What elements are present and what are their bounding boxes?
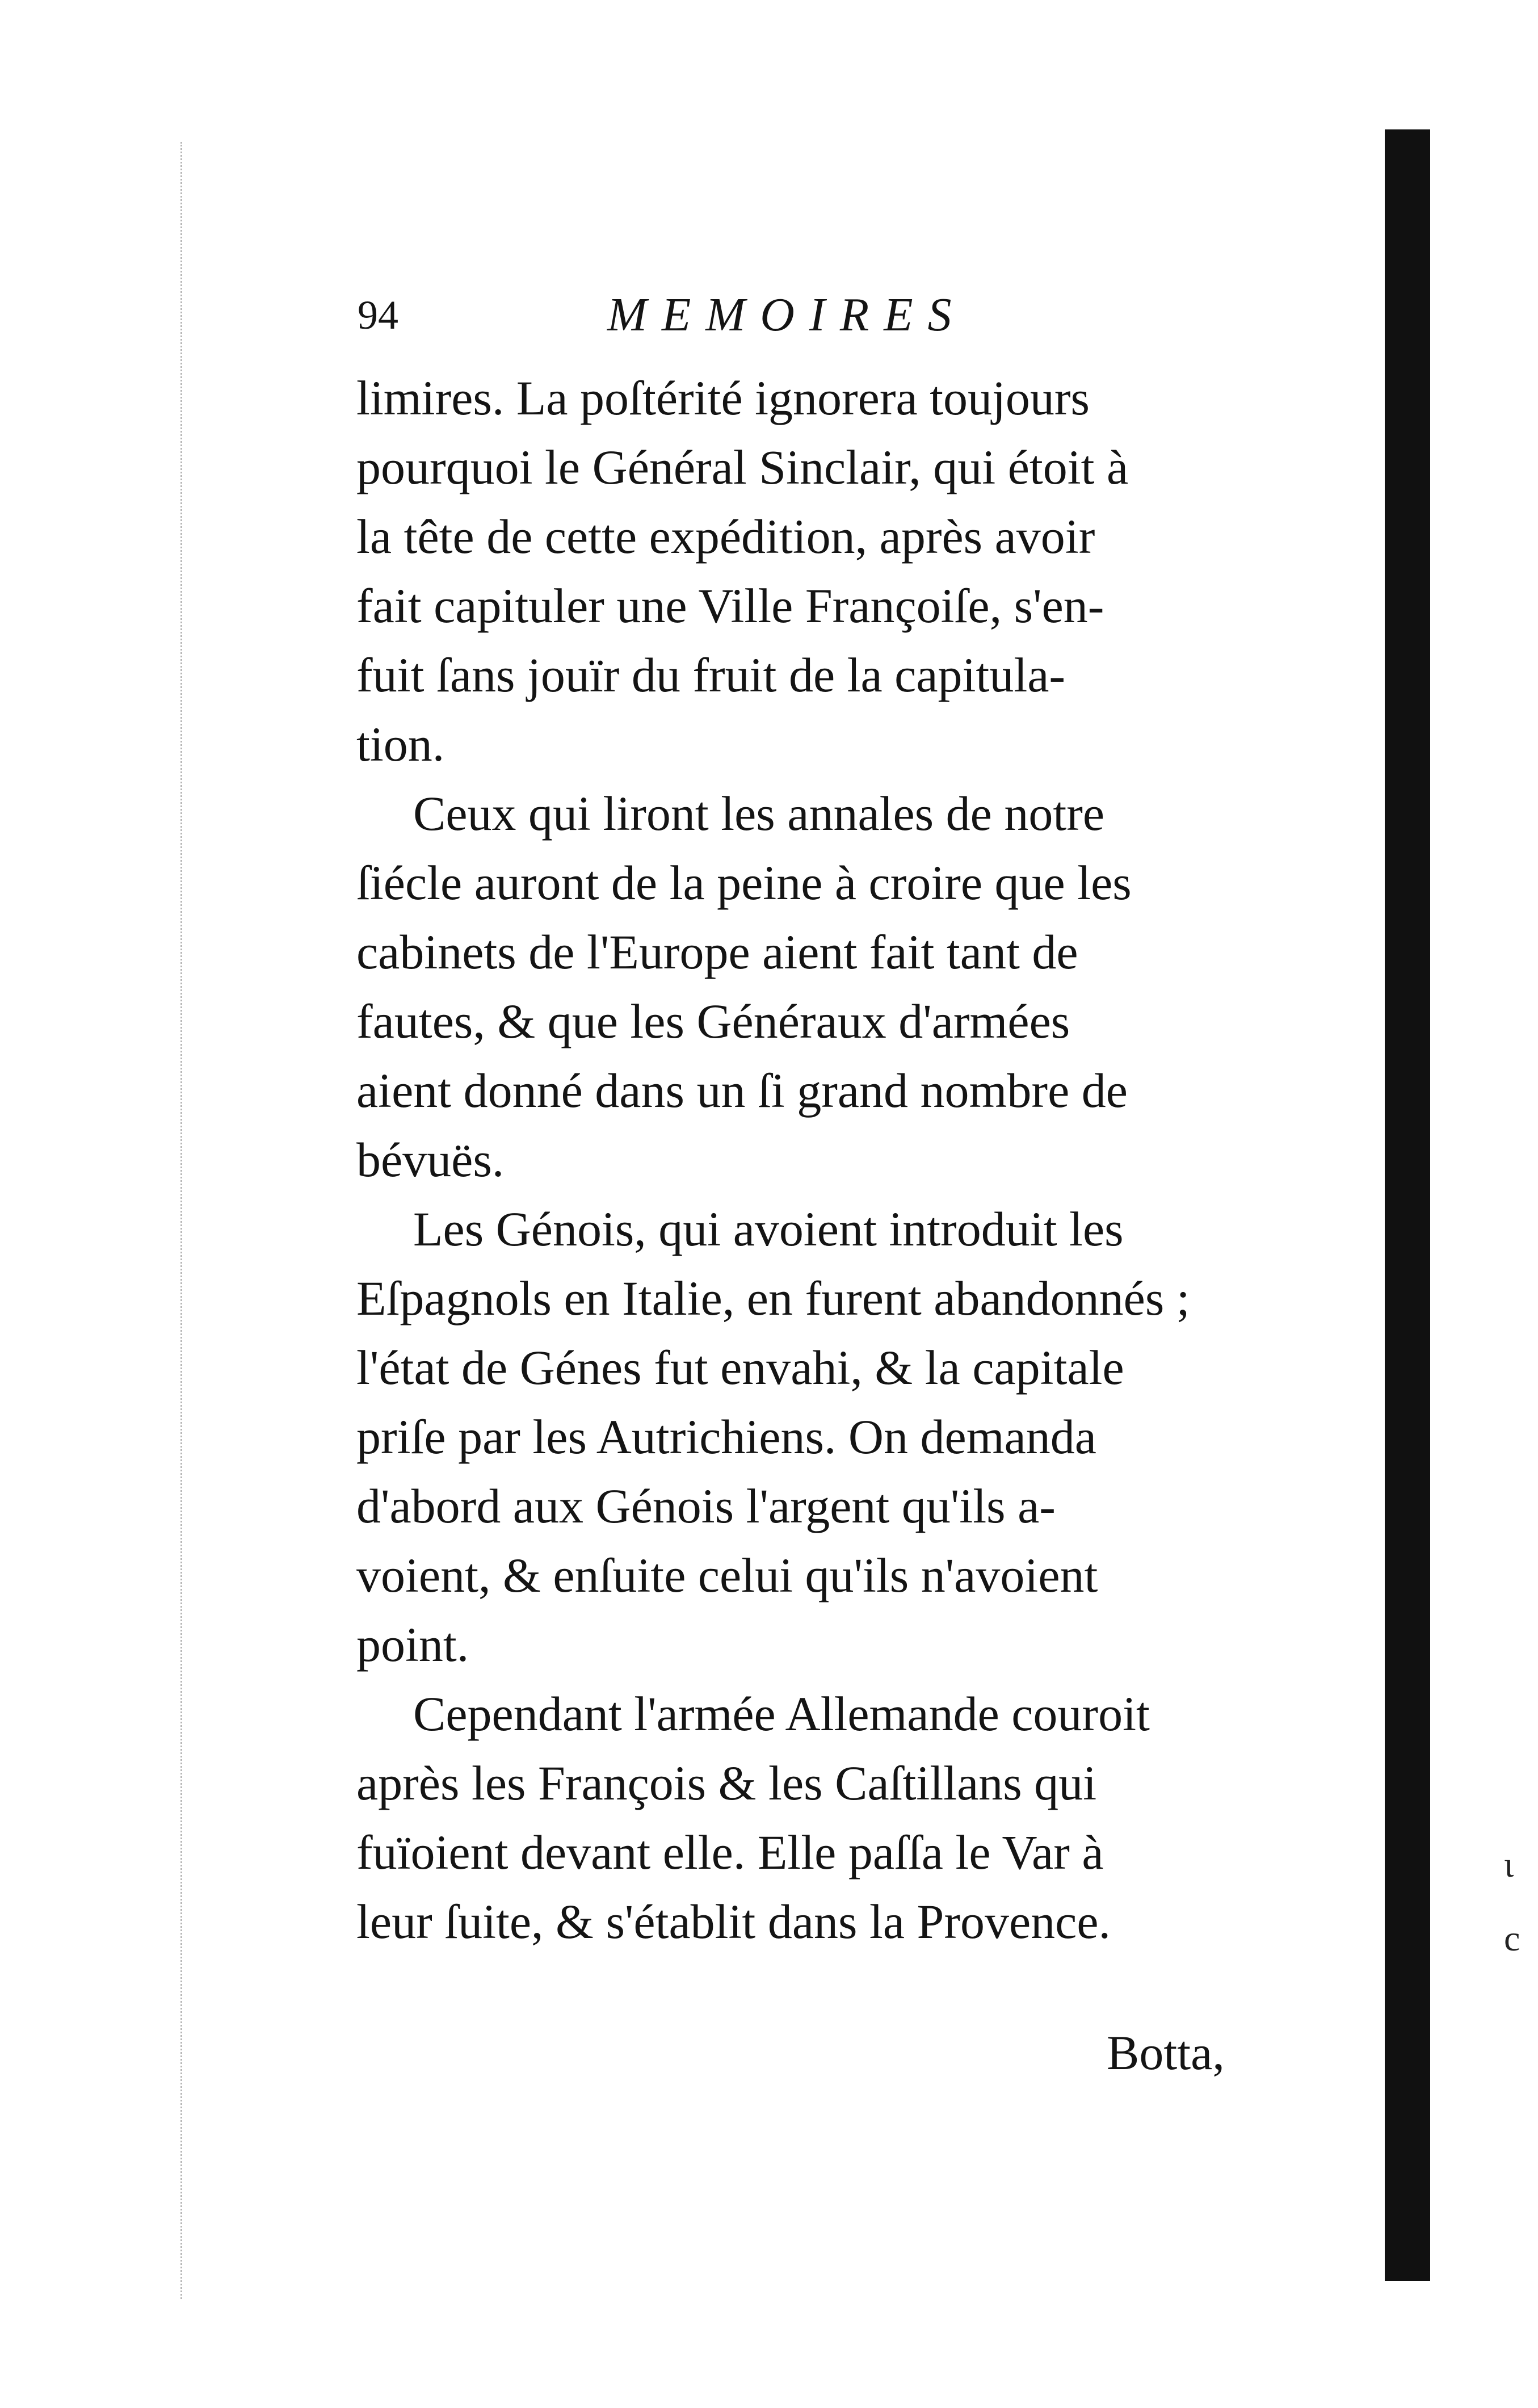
- text-line: point.: [356, 1617, 469, 1672]
- text-line: fait capituler une Ville Françoiſe, s'en-: [356, 578, 1104, 633]
- text-line: fuit ſans jouïr du fruit de la capitula-: [356, 648, 1066, 702]
- text-line: tion.: [356, 717, 445, 771]
- text-line: fuïoient devant elle. Elle paſſa le Var à: [356, 1825, 1104, 1880]
- paragraph-4: [356, 1679, 1253, 1956]
- paragraph-3: [356, 1194, 1253, 1679]
- text-line: voient, & enſuite celui qu'ils n'avoient: [356, 1548, 1098, 1602]
- page-header: [358, 287, 1243, 355]
- text-line: d'abord aux Génois l'argent qu'ils a-: [356, 1479, 1056, 1533]
- text-line: priſe par les Autrichiens. On demanda: [356, 1409, 1096, 1464]
- running-title: MEMOIRES: [607, 288, 966, 341]
- page-gutter-edge: [180, 142, 186, 2299]
- text-line: l'état de Génes fut envahi, & la capitale: [356, 1340, 1124, 1395]
- paragraph-1: [356, 363, 1253, 779]
- scan-edge-bar: [1385, 129, 1430, 2281]
- body-text: [356, 363, 1253, 1956]
- text-line: la tête de cette expédition, après avoir: [356, 509, 1095, 564]
- page-number: 94: [358, 292, 398, 338]
- text-line: après les François & les Caſtillans qui: [356, 1756, 1097, 1810]
- text-line: cabinets de l'Europe aient fait tant de: [356, 925, 1078, 979]
- text-line: Eſpagnols en Italie, en furent abandonnés ;: [356, 1271, 1190, 1325]
- text-line: bévuës.: [356, 1132, 505, 1187]
- margin-fragment: c: [1504, 1918, 1520, 1958]
- text-line: limires. La poſtérité ignorera toujours: [356, 371, 1090, 425]
- text-line: leur ſuite, & s'établit dans la Provence.: [356, 1894, 1111, 1949]
- text-line: aient donné dans un ſi grand nombre de: [356, 1063, 1128, 1118]
- text-line: Cependant l'armée Allemande couroit: [413, 1687, 1150, 1741]
- text-line: Les Génois, qui avoient introduit les: [413, 1202, 1124, 1256]
- margin-fragment: ι: [1504, 1844, 1514, 1885]
- text-line: Ceux qui liront les annales de notre: [413, 786, 1105, 841]
- text-line: pourquoi le Général Sinclair, qui étoit à: [356, 440, 1129, 494]
- paragraph-2: [356, 779, 1253, 1194]
- text-line: fautes, & que les Généraux d'armées: [356, 994, 1070, 1048]
- catchword: Botta,: [1107, 2025, 1225, 2080]
- text-line: ſiécle auront de la peine à croire que les: [356, 855, 1132, 910]
